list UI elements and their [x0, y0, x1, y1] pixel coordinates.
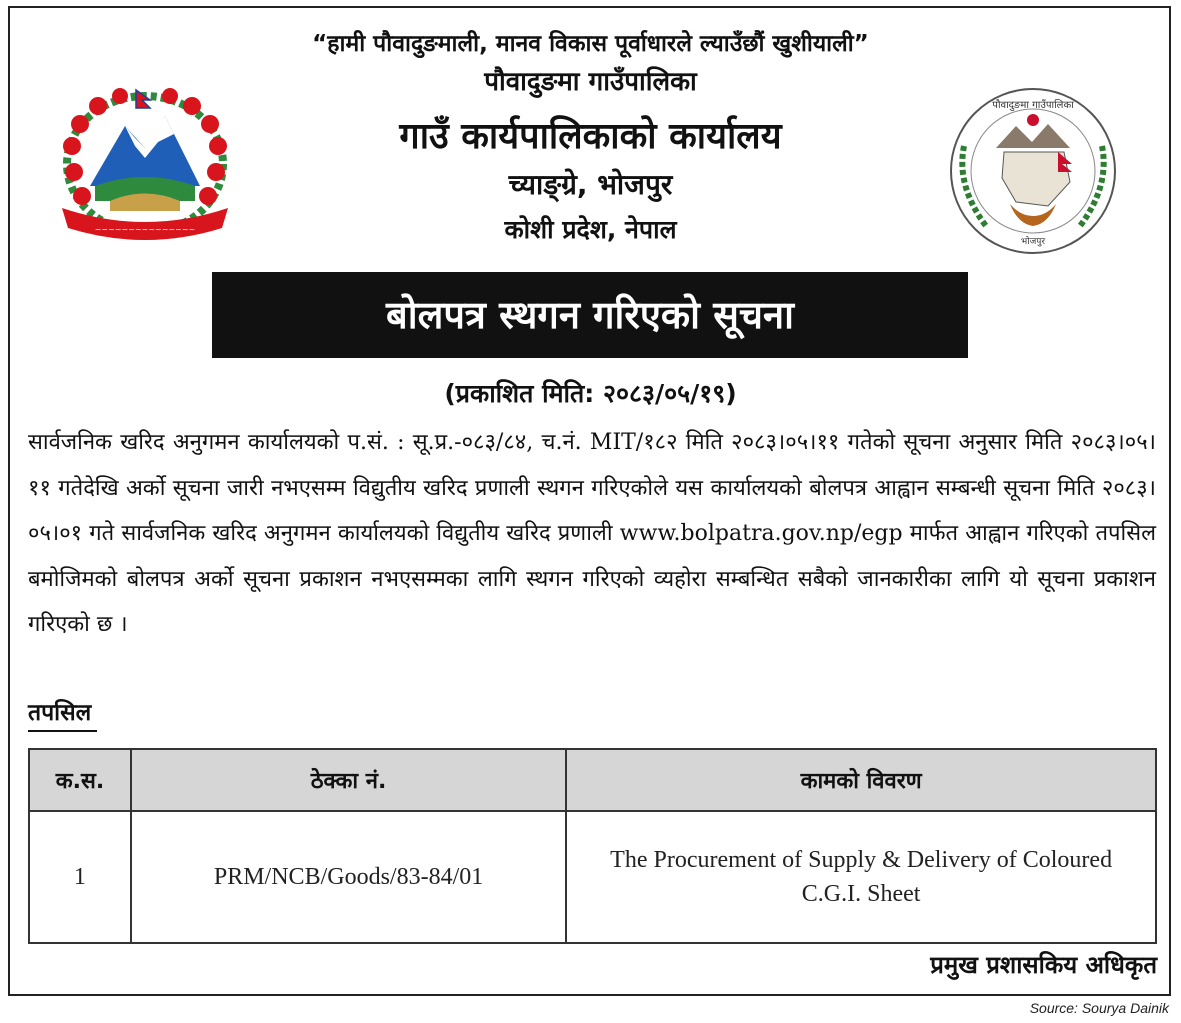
- svg-text:पौवादुङमा गाउँपालिका: पौवादुङमा गाउँपालिका: [992, 100, 1074, 111]
- schedule-heading: तपसिल: [28, 696, 97, 732]
- svg-text:भोजपुर: भोजपुर: [1020, 237, 1046, 247]
- office-name: गाउँ कार्यपालिकाको कार्यालय: [399, 116, 782, 157]
- municipality-seal-icon: [946, 86, 1120, 256]
- column-header-contract-no: ठेक्का नं.: [131, 749, 566, 811]
- source-credit: Source: Sourya Dainik: [1029, 1000, 1169, 1016]
- signature-title: प्रमुख प्रशासकिय अधिकृत: [930, 950, 1157, 979]
- column-header-sn: क.स.: [29, 749, 131, 811]
- published-date: (प्रकाशित मिति: २०८३/०५/१९): [444, 379, 737, 408]
- slogan: “हामी पौवादुङमाली, मानव विकास पूर्वाधारले ल्याउँछौं खुशीयाली”: [312, 31, 869, 57]
- nepal-emblem-icon: [50, 86, 240, 248]
- table-row: [29, 811, 1156, 943]
- table-header-row: [29, 749, 1156, 811]
- address-line-1: च्याङ्ग्रे, भोजपुर: [508, 168, 673, 201]
- description-line-1: The Procurement of Supply & Delivery of Coloured: [610, 847, 1113, 873]
- municipality-name: पौवादुङमा गाउँपालिका: [484, 67, 697, 97]
- cell-sn: 1: [29, 811, 131, 943]
- notice-title-banner: बोलपत्र स्थगन गरिएको सूचना: [212, 272, 968, 358]
- column-header-description: कामको विवरण: [566, 749, 1156, 811]
- description-line-2: C.G.I. Sheet: [801, 881, 921, 907]
- cell-description: [566, 811, 1156, 943]
- cell-contract-no: PRM/NCB/Goods/83-84/01: [131, 811, 566, 943]
- address-line-2: कोशी प्रदेश, नेपाल: [504, 215, 677, 244]
- schedule-table: [28, 748, 1157, 944]
- notice-body: सार्वजनिक खरिद अनुगमन कार्यालयको प.सं. : सू.प्र.-०८३/८४, च.नं. MIT/१८२ मिति २०८३।०५।११ गतेको सूचना अनुसार मिति २०८३।०५।११ गतेदेखि अर्को सूचना जारी नभएसम्म विद्युतीय खरिद प्रणाली स्थगन गरिएकोले यस कार्यालयको बोलपत्र आह्वान सम्बन्धी सूचना मिति २०८३।०५।०१ गते सार्वजनिक खरिद अनुगमन कार्यालयको विद्युतीय खरिद प्रणाली www.bolpatra.gov.np/egp मार्फत आह्वान गरिएको तपसिल बमोजिमको बोलपत्र अर्को सूचना प्रकाशन नभएसम्मका लागि स्थगन गरिएको व्यहोरा सम्बन्धित सबैको जानकारीका लागि यो सूचना प्रकाशन गरिएको छ ।: [28, 430, 1156, 637]
- svg-text:~~~~~~~~~~~~~~~: ~~~~~~~~~~~~~~~: [94, 225, 196, 234]
